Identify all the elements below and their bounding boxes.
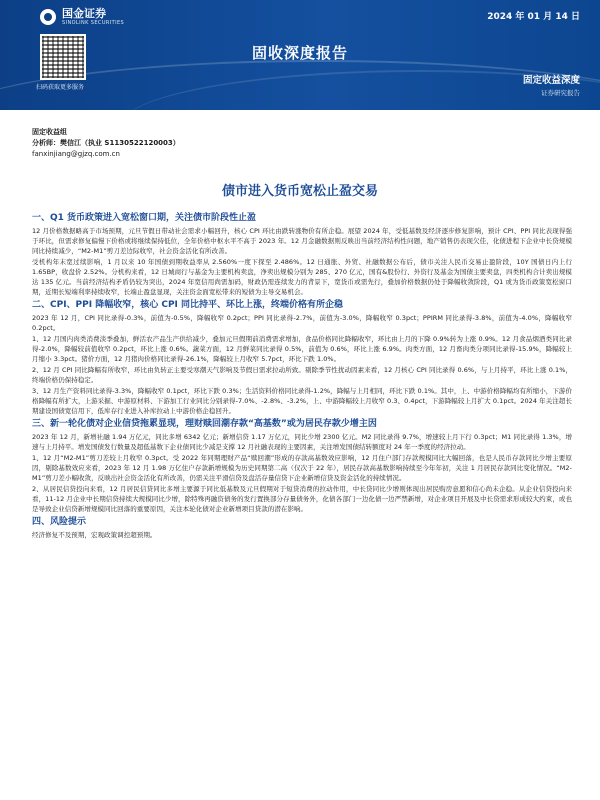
section-4 [32,516,572,540]
section-heading: 一、Q1 货币政策进入宽松窗口期，关注债市阶段性止盈 [32,213,257,223]
report-category: 固定收益深度 [522,75,580,86]
section-3 [32,418,572,514]
paragraph: 经济修复不及预期，宏观政策调控超预期。 [32,531,157,539]
analyst-name: 分析师：樊信江（执业 S1130522120003） [32,139,180,147]
paragraph: 2023 年 12 月，CPI 同比录得-0.3%，前值为-0.5%，降幅收窄 0.2pct；PPI 同比录得-2.7%，前值为-3.0%，降幅收窄 0.3pct；PPIRM 同比录得-3.8%，前值为-4.0%，降幅收窄 0.2pct。 [32,314,572,332]
analyst-info [32,127,180,160]
report-date: 2024 年 01 月 14 日 [487,12,580,22]
paragraph: 2、12 月 CPI 同比降幅有所收窄，环比由负转正主要受寒潮天气影响及节假日需求拉动所致。剔除季节性扰动因素来看，12 月核心 CPI 同比录得 0.6%，与上月持平，环比上涨 0.1%，终端价格仍保持稳定。 [32,366,572,384]
analyst-group: 固定收益组 [32,128,67,136]
logo-text-en: SINOLINK SECURITIES [62,20,125,26]
report-subcategory: 证券研究报告 [541,89,580,97]
section-heading: 四、风险提示 [32,517,87,527]
section-heading: 三、新一轮化债对企业信贷拖累显现，理财赎回潮存款“高基数”或为居民存款少增主因 [32,419,377,429]
analyst-email: fanxinjiang@gjzq.com.cn [32,150,120,158]
section-heading: 二、CPI、PPI 降幅收窄，核心 CPI 同比持平、环比上涨，终端价格有所企稳 [32,300,344,310]
qr-scan-label: 扫码获取更多服务 [36,84,85,91]
company-logo [40,8,124,26]
paragraph: 受机构年末宽过续影响，1 月以来 10 年国债到期收益率从 2.560%一度下探至 2.486%。12 日通胀、外贸、社融数据公布后，债市关注人民币交易止盈阶段，10Y 国债日内上行 1.65BP，收盘价 2.52%。分机构来看，12 日城商行与基金为主要机构卖盘，净卖出规模分别为 285、270 亿元，国有&股份行、外资行及基金为国债主要卖盘，四类机构合计卖出规模达 135 亿元。当前经济结构矛盾仍较为突出，2024 年宽信用尚需加码，财政仍需连续发力的背景下，宽货币或需先行，叠加价格数据仍处于降幅收敛阶段，Q1 或为货币政策宽松窗口期，近期长短端利率持续收窄，长端止盈盘显现，关注资金面宽松带来的短债为主导交易机会。 [32,258,572,296]
header-banner [0,0,600,110]
logo-icon [40,9,56,25]
article-title: 债市进入货币宽松止盈交易 [221,184,378,199]
paragraph: 2023 年 12 月，新增社融 1.94 万亿元，同比多增 6342 亿元；新增信贷 1.17 万亿元，同比少增 2300 亿元。M2 同比录得 9.7%，增速较上月下行 0.3pct；M1 同比录得 1.3%，增速与上月持平。增发国债发行数量及超低基数下企业债同比少减是支撑 12 月社融表现的主要因素，关注增发国债结转额度对 24 年一季度的经济拉动。 [32,433,572,451]
paragraph: 2、从居民信贷投向来看，12 月居民信贷同比多增主要源于同比低基数及元旦假期对于短贷消费的拉动作用，中长贷同比少增则体现出居民购房意愿和信心尚未企稳。从企业信贷投向来看，11-12 月企业中长期信贷持续大规模同比少增，除特殊再融资债务的发行置换部分存量债务外，化债各部门一边化债一边严禁新增，对企业项目开展及中长贷需求形成较大约束，或也是导致企业信贷新增规模同比回落的重要原因，关注本轮化债对企业新增项目贷款的潜在影响。 [32,485,572,513]
article-body [32,212,572,540]
report-type-title: 固收深度报告 [251,44,348,62]
paragraph: 12 月价格数据略高于市场预期，元旦节假日带动社会需求小幅回升，核心 CPI 环比由跌转涨物价有所企稳。展望 2024 年，受低基数及经济逐步修复影响，预计 CPI、PPI 同比表现得强于环比，但需求修复偏慢下价格或将继续保持低位，全年价格中枢水平不高于 2023 年。12 月金融数据则反映出当前经济结构性问题，地产销售仍表现欠佳，化债进程下企业中长贷规模同比持续减少，“M2-M1”剪刀差边际收窄，社会资金活化有所改善。 [32,227,572,255]
section-2 [32,299,572,416]
paragraph: 1、12 月“M2-M1”剪刀差较上月收窄 0.3pct。受 2022 年同期理财产品“赎回潮”形成的存款高基数效应影响，12 月住户部门存款规模同比大幅回落，也是人民币存款同比少增主要原因，剔除基数效应来看，2023 年 12 月 1.98 万亿住户存款新增规模为历史同期第二高（仅次于 22 年），居民存款高基数影响持续至今年年初，关注 1 月居民存款同比变化情况。“M2-M1”剪刀差小幅收敛，反映出社会资金活化有所改善，仍需关注平滑信贷及盘活存量信贷下企业新增信贷及资金活化的持续情况。 [32,454,572,482]
section-1 [32,212,572,297]
paragraph: 1、12 月国内肉类消费淡季叠加，鲜活农产品生产供给减少，叠加元旦假期前消费需求增加，食品价格同比降幅收窄，环比由上月的下降 0.9%转为上涨 0.9%。12 月食品烟酒类同比录得-2.0%，降幅较前值收窄 0.2pct，环比上涨 0.6%。蔬菜方面，12 月鲜菜同比录得 0.5%，前值为 0.6%，环比上涨 6.9%。肉类方面，12 月畜肉类分项同比录得-15.9%，降幅较上月缩小 3.3pct。猪价方面，12 月猪肉价格同比录得-26.1%，降幅较上月收窄 5.7pct，环比下跌 1.0%。 [32,335,572,363]
logo-text-cn: 国金证券 [62,7,106,20]
paragraph: 3、12 月生产资料同比录得-3.3%，降幅收窄 0.1pct，环比下跌 0.3%；生活资料价格同比录得-1.2%，降幅与上月相同，环比下跌 0.1%。其中，上、中游价格降幅均有所缩小，下游价格降幅有所扩大，上游采掘、中游原材料、下游加工行业同比分别录得-7.0%、-2.8%、-3.2%，上、中游降幅较上月收窄 0.3、0.4pct，下游降幅较上月扩大 0.1pct。2024 年关注超长期建设国债宽信用下，低库存行业进入补库拉动上中游价格企稳回升。 [32,387,572,415]
